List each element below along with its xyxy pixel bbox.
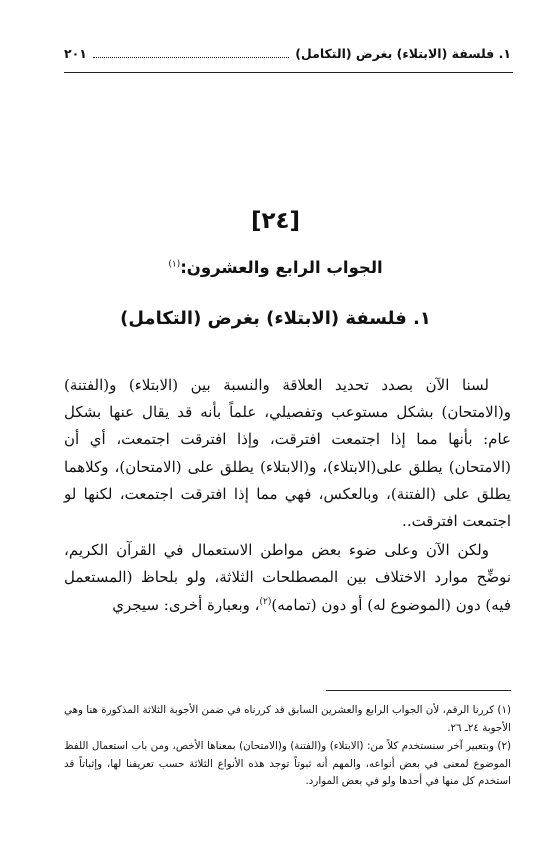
paragraph-text: ولكن الآن وعلى ضوء بعض مواطن الاستعمال في القرآن الكريم، نوضِّح موارد الاختلاف بين المصطلحات الثلاثة، ولو بلحاظ (المستعمل فيه) دون (الموضوع له) أو دون (تمامه) — [64, 541, 511, 614]
chapter-number: [٢٤] — [250, 208, 301, 234]
footnote: (١) كررنا الرقم، لأن الجواب الرابع والعشرين السابق قد كررناه في ضمن الأجوبة الثلاثة المذكورة هنا وهي الأجوبة ٢٤ـ ٢٦. — [64, 704, 511, 734]
section-heading — [0, 258, 551, 277]
section-subheading: ١. فلسفة (الابتلاء) بغرض (التكامل) — [120, 308, 431, 329]
running-header — [64, 46, 511, 66]
footnote-ref-1[interactable]: (١) — [168, 259, 181, 270]
footnote-ref-2[interactable]: (٢) — [259, 596, 272, 607]
body-text — [64, 372, 511, 619]
dot-leader — [93, 48, 289, 58]
paragraph: لسنا الآن بصدد تحديد العلاقة والنسبة بين (الابتلاء) و(الفتنة) و(الامتحان) بشكل مستوعب وتفصيلي، علماً بأنه قد يقال عنها بشكل عام: بأنها مما إذا اجتمعت افترقت، وإذا افترقت اجتمعت، أي أن (الامتحان) يطلق على(الابتلاء)، و(الابتلاء) يطلق على (الامتحان)، وكلاهما يطلق على (الفتنة)، وبالعكس، فهي مما إذا افترقت اجتمعت، لكنها لو اجتمعت افترقت.. — [64, 376, 511, 531]
running-title: ١. فلسفة (الابتلاء) بغرض (التكامل) — [295, 46, 511, 61]
footnotes — [64, 702, 511, 791]
footnote: (٢) وبتعبير آخر سنستخدم كلاً من: (الابتلاء) و(الفتنة) و(الامتحان) بمعناها الأخص، ومن باب استعمال اللفظ الموضوع لمعنى في بعض أنواعه، والمهم أنه ثبوتاً توجد هذه الأنواع الثلاثة حسب تعريفنا لها، وإثباتاً قد استخدم كل منها في أحدها ولو في بعض الموارد. — [64, 740, 511, 788]
footnote-divider — [326, 690, 511, 691]
header-divider — [64, 72, 513, 73]
page-number: ٢٠١ — [64, 46, 87, 61]
paragraph-text: ، وبعبارة أخرى: سيجري — [112, 595, 260, 614]
paragraph — [64, 537, 511, 619]
section-heading-text: الجواب الرابع والعشرون: — [180, 258, 383, 277]
